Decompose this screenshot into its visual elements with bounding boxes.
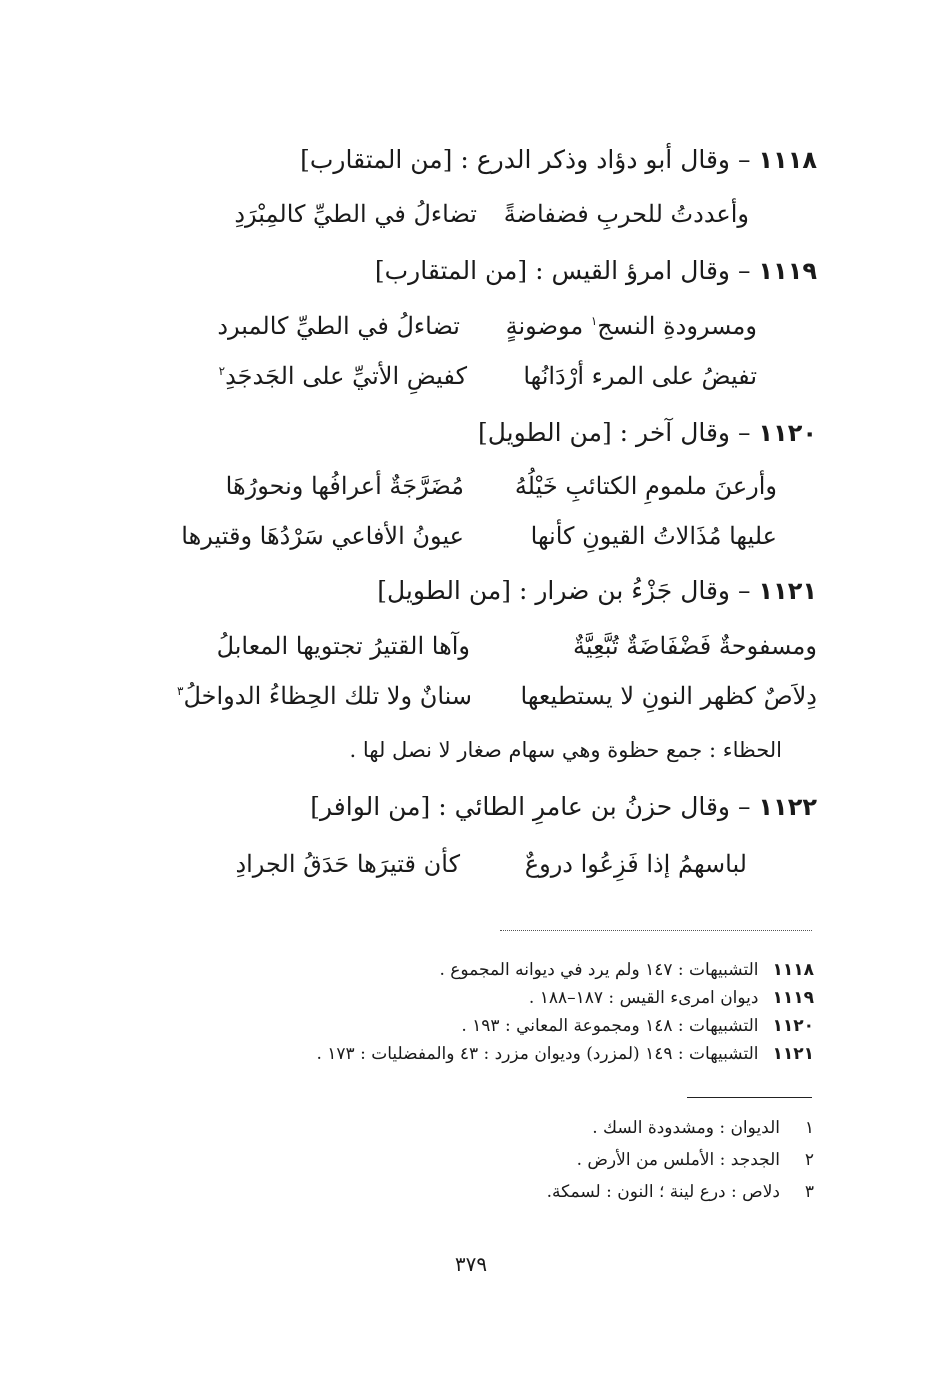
entry-number: ١١٢٠ bbox=[758, 419, 817, 447]
entry-number: ١١٢٢ bbox=[758, 793, 817, 821]
entry-heading-text: – وقال امرؤ القيس : [من المتقارب] bbox=[374, 256, 751, 285]
gloss-note: الحظاء : جمع حظوة وهي سهام صغار لا نصل لها . bbox=[349, 738, 782, 762]
verse-hemistich-second: تضاءلُ في الطيِّ كالمِبْرَدِ bbox=[234, 200, 477, 228]
source-line bbox=[461, 1016, 814, 1036]
footnote-line bbox=[547, 1182, 814, 1202]
verse-hemistich-first: وأرعنَ ملمومِ الكتائبِ خَيْلُهُ bbox=[514, 472, 777, 500]
entry-heading-text: – وقال حزنُ بن عامرِ الطائي : [من الوافر] bbox=[310, 792, 751, 821]
source-number: ١١١٩ bbox=[772, 988, 814, 1008]
verse-hemistich-second: تضاءلُ في الطيِّ كالمبرد bbox=[217, 312, 460, 340]
source-text: ديوان امرىء القيس : ١٨٧–١٨٨ . bbox=[528, 988, 759, 1008]
verse-hemistich-first: وأعددتُ للحربِ فضفاضةً bbox=[503, 200, 749, 228]
entry-heading-text: – وقال جَزْءُ بن ضرار : [من الطويل] bbox=[377, 576, 751, 605]
entry-number: ١١١٨ bbox=[758, 146, 817, 174]
verse-hemistich-second bbox=[177, 682, 472, 710]
footnote-text: دلاص : درع لينة ؛ النون : لسمكة. bbox=[546, 1182, 780, 1202]
entry-heading-1118 bbox=[300, 145, 817, 174]
footnote-line bbox=[592, 1118, 814, 1138]
entry-number: ١١١٩ bbox=[758, 257, 817, 285]
verse-hemistich-second: مُضَرَّجَةٌ أعرافُها ونحورُهَا bbox=[225, 472, 464, 500]
footnote-number: ١ bbox=[804, 1118, 814, 1138]
verse-hemistich-first bbox=[506, 312, 757, 340]
entry-heading-1121 bbox=[377, 576, 817, 605]
footnote-marker: ٢ bbox=[218, 364, 226, 378]
source-line bbox=[316, 1044, 814, 1064]
verse-hemistich-second: وآها القتيرُ تجتويها المعابلُ bbox=[216, 632, 470, 660]
entry-heading-text: – وقال أبو دؤاد وذكر الدرع : [من المتقارب] bbox=[300, 145, 751, 174]
footnote-line bbox=[577, 1150, 814, 1170]
source-number: ١١١٨ bbox=[772, 960, 814, 980]
verse-hemistich-first: دِلاَصٌ كظهر النونِ لا يستطيعها bbox=[520, 682, 817, 710]
footnote-rule bbox=[687, 1097, 812, 1098]
verse-text: ومسرودةِ النسج bbox=[597, 312, 757, 340]
source-text: التشبيهات : ١٤٨ ومجموعة المعاني : ١٩٣ . bbox=[461, 1016, 759, 1036]
verse-hemistich-first: لباسهمُ إذا فَزِعُوا دروعٌ bbox=[524, 850, 747, 878]
verse-hemistich-second: كأن قتيرَها حَدَقُ الجرادِ bbox=[235, 850, 460, 878]
footnote-text: الجدجد : الأملس من الأرض . bbox=[576, 1150, 780, 1170]
page-number: ٣٧٩ bbox=[454, 1252, 488, 1276]
source-line bbox=[529, 988, 814, 1008]
entry-heading-1119 bbox=[375, 256, 817, 285]
verse-hemistich-second bbox=[219, 362, 467, 390]
entry-heading-1122 bbox=[310, 792, 817, 821]
verse-text: سنانٌ ولا تلك الحِظاءُ الدواخلُ bbox=[183, 682, 472, 710]
entry-heading-text: – وقال آخر : [من الطويل] bbox=[477, 418, 751, 447]
verse-text: موضونةٍ bbox=[505, 312, 591, 340]
verse-hemistich-first: تفيضُ على المرء أرْدَانُها bbox=[523, 362, 757, 390]
source-text: التشبيهات : ١٤٩ (لمزرد) وديوان مزرد : ٤٣ والمفضليات : ١٧٣ . bbox=[316, 1044, 759, 1064]
source-number: ١١٢٠ bbox=[772, 1016, 814, 1036]
footnote-marker: ١ bbox=[590, 314, 598, 328]
verse-hemistich-second: عيونُ الأفاعي سَرْدُهَا وقتيرها bbox=[181, 522, 464, 550]
entry-number: ١١٢١ bbox=[758, 577, 817, 605]
footnote-marker: ٣ bbox=[177, 684, 184, 698]
footnote-number: ٣ bbox=[804, 1182, 814, 1202]
source-text: التشبيهات : ١٤٧ ولم يرد في ديوانه المجموع . bbox=[439, 960, 759, 980]
footnote-text: الديوان : ومشدودة السك . bbox=[592, 1118, 780, 1138]
footnote-number: ٢ bbox=[804, 1150, 814, 1170]
source-number: ١١٢١ bbox=[772, 1044, 814, 1064]
source-line bbox=[439, 960, 814, 980]
entry-heading-1120 bbox=[478, 418, 817, 447]
verse-text: كفيضِ الأتيِّ على الجَدجَدِ bbox=[225, 362, 467, 390]
verse-hemistich-first: عليها مُذَالاتُ القيونِ كأنها bbox=[530, 522, 777, 550]
verse-hemistich-first: ومسفوحةٌ فَضْفَاضَةٌ تُبَّعِيَّةٌ bbox=[573, 632, 817, 660]
dotted-separator bbox=[500, 930, 812, 931]
